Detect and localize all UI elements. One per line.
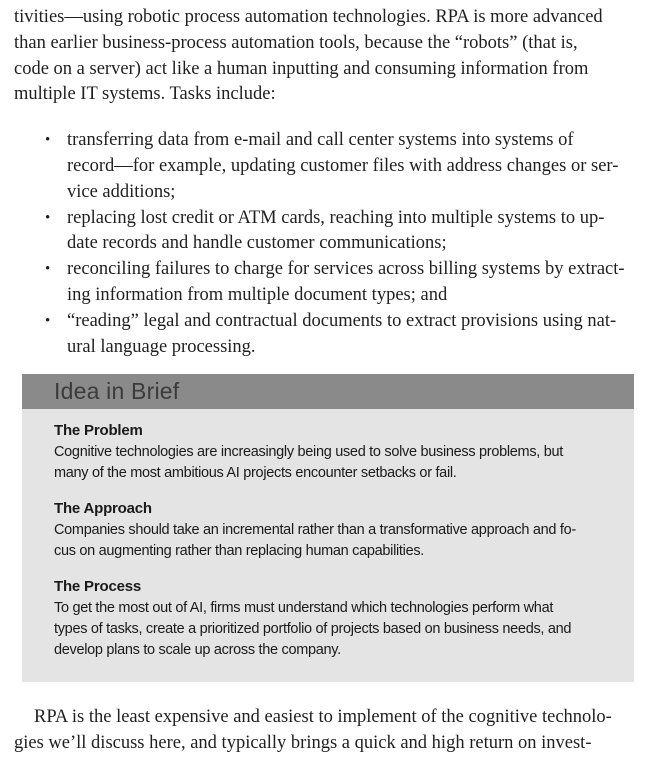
idea-in-brief-header [22,374,634,409]
section-heading: The Approach [54,500,152,518]
bullet-item [45,128,640,205]
bullet-icon: • [45,209,51,226]
bullet-item [45,257,640,309]
section-text: Companies should take an incremental rather than a transformative approach and fo- cus on augmenting rather than replacing human capabilities. [54,522,576,560]
idea-section-process [54,578,598,661]
section-text: Cognitive technologies are increasingly being used to solve business problems, but many of the most ambitious AI projects encounter setbacks or fail. [54,444,563,482]
section-heading: The Process [54,578,142,596]
paragraph-rpa-intro: tivities—using robotic process automation technologies. RPA is more advanced than earlier business-process automation tools, because the “robots” (that is, code on a server) act like a human inputting and consuming information from multiple IT systems. Tasks include: [14,7,603,105]
section-text: To get the most out of AI, firms must understand which technologies perform what types of tasks, create a prioritized portfolio of projects based on business needs, and develop plans to scale up across the company. [54,600,572,659]
task-bullet-list [14,128,640,360]
bullet-icon: • [45,261,51,278]
bullet-item [45,206,640,258]
bullet-icon: • [45,312,51,329]
bullet-text: transferring data from e-mail and call center systems into systems of record—for example, updating customer files with address changes or ser- vice additions; [67,130,619,202]
bullet-item [45,309,640,361]
bullet-text: “reading” legal and contractual documents to extract provisions using nat- ural language processing. [67,310,617,357]
bullet-icon: • [45,132,51,149]
bullet-text: replacing lost credit or ATM cards, reaching into multiple systems to up- date records and handle customer communications; [67,207,605,254]
section-heading: The Problem [54,422,143,440]
bullet-text: reconciling failures to charge for services across billing systems by extract- ing information from multiple document types; and [67,259,625,305]
idea-in-brief-title: Idea in Brief [54,378,180,405]
idea-in-brief-box [22,374,634,682]
idea-section-problem [54,422,598,484]
paragraph-rpa-cost: RPA is the least expensive and easiest to implement of the cognitive technolo- gies we’ll discuss here, and typically brings a quick and high return on invest- [14,707,612,754]
idea-section-approach [54,500,598,562]
idea-in-brief-body [22,409,634,682]
